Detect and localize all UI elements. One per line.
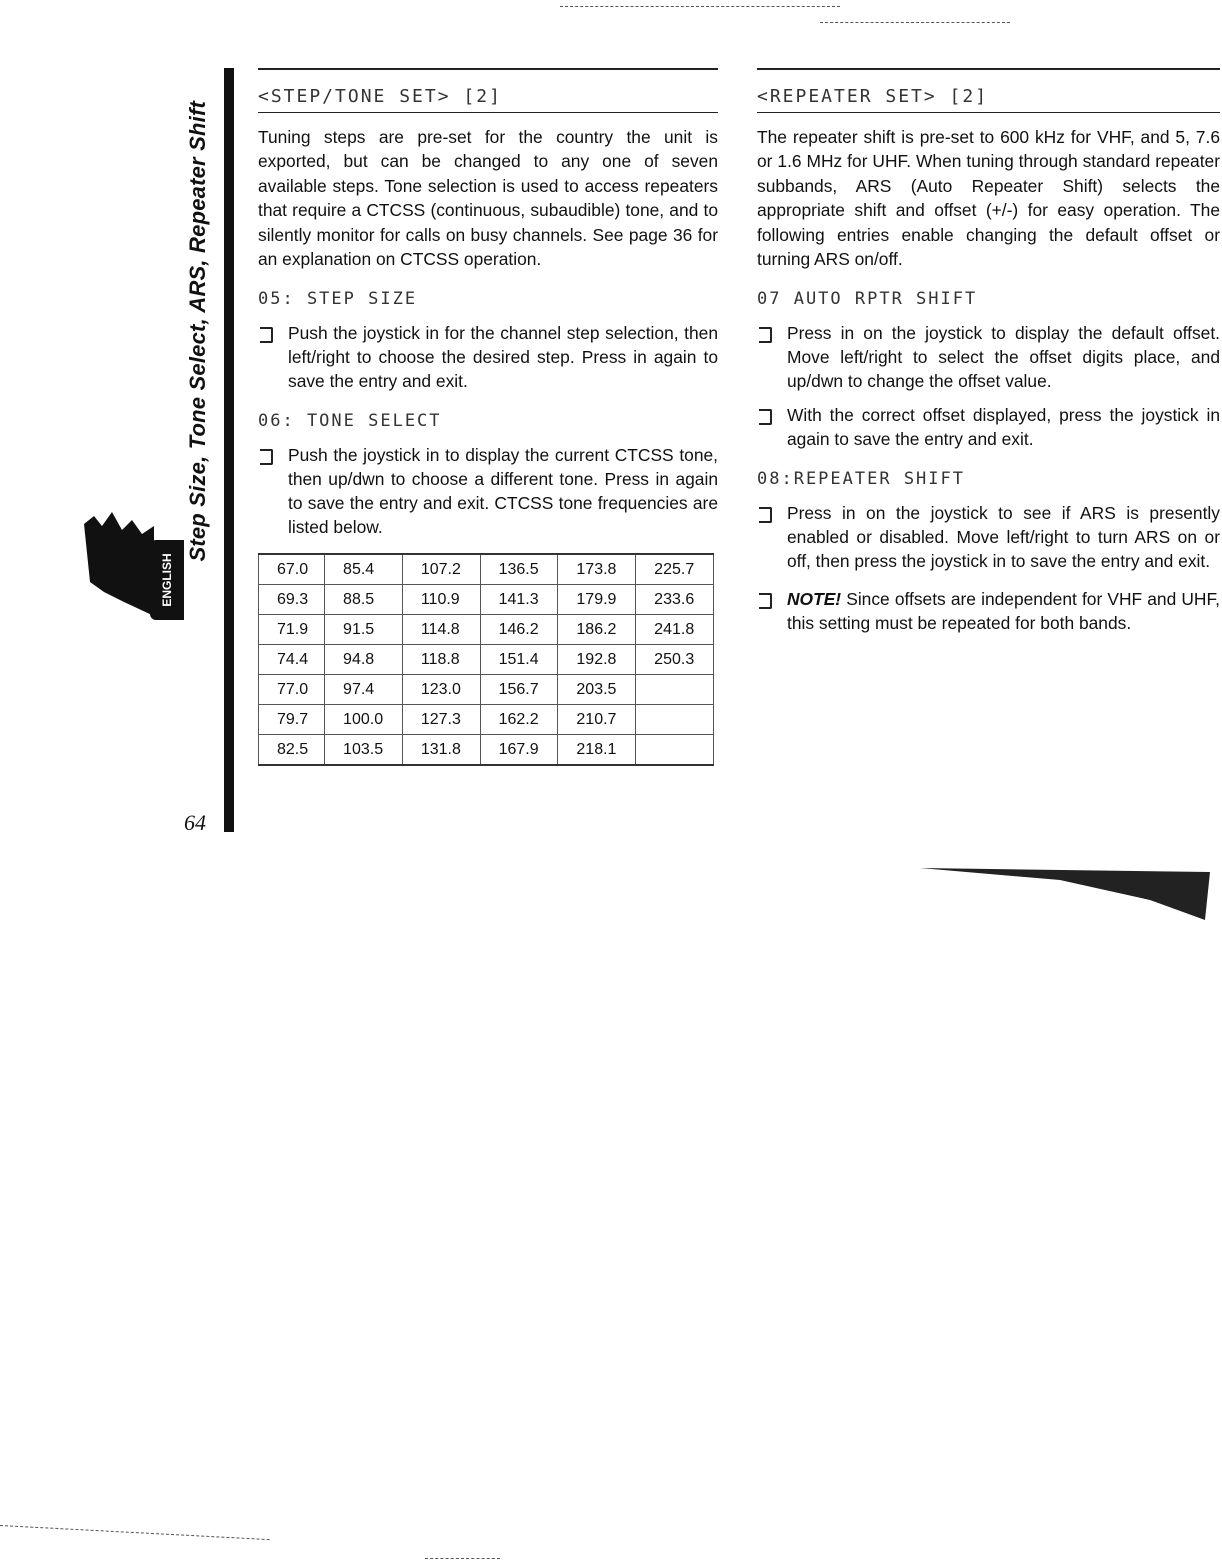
table-cell: 88.5 [325, 585, 403, 615]
note-label: NOTE! [787, 589, 842, 610]
table-cell: 167.9 [480, 735, 558, 766]
auto-rptr-item-2 [757, 403, 1220, 451]
table-cell: 146.2 [480, 615, 558, 645]
tone-select-heading: 06: TONE SELECT [258, 411, 442, 432]
note-text: Since offsets are independent for VHF and UHF, this setting must be repeated for both bands. [787, 589, 1220, 634]
side-bar [224, 68, 234, 832]
table-cell: 94.8 [325, 645, 403, 675]
table-row [259, 675, 714, 705]
table-cell: 123.0 [402, 675, 480, 705]
table-cell: 77.0 [259, 675, 325, 705]
right-column [757, 68, 1220, 645]
repeater-shift-heading: 08:REPEATER SHIFT [757, 469, 965, 490]
table-cell: 114.8 [402, 615, 480, 645]
repeater-shift-text: Press in on the joystick to see if ARS is presently enabled or disabled. Move left/right to turn ARS on or off, then press the joystick in to save the entry and exit. [787, 503, 1220, 572]
note-item [757, 587, 1220, 635]
table-cell: 131.8 [402, 735, 480, 766]
scan-artifact-top-2 [820, 22, 1010, 23]
table-cell: 218.1 [558, 735, 636, 766]
language-tab-decoration [84, 512, 154, 616]
step-tone-set-heading: <STEP/TONE SET> [2] [258, 68, 718, 113]
checkbox-icon [759, 593, 772, 609]
left-column [258, 68, 718, 766]
table-cell: 162.2 [480, 705, 558, 735]
table-cell: 127.3 [402, 705, 480, 735]
table-cell [636, 705, 714, 735]
checkbox-icon [759, 507, 772, 523]
side-title: Step Size, Tone Select, ARS, Repeater Shift [185, 101, 210, 562]
scan-artifact-bottom [0, 1525, 270, 1540]
table-cell: 186.2 [558, 615, 636, 645]
tone-select-item [258, 443, 718, 539]
step-size-text: Push the joystick in for the channel step selection, then left/right to choose the desired step. Press in again to save the entry and exit. [288, 323, 718, 392]
page-number: 64 [184, 810, 206, 835]
repeater-set-heading: <REPEATER SET> [2] [757, 68, 1220, 113]
table-cell: 233.6 [636, 585, 714, 615]
step-size-heading: 05: STEP SIZE [258, 289, 418, 310]
auto-rptr-text-2: With the correct offset displayed, press the joystick in again to save the entry and exit. [787, 405, 1220, 450]
table-cell: 156.7 [480, 675, 558, 705]
step-size-item [258, 321, 718, 393]
table-cell: 210.7 [558, 705, 636, 735]
table-cell: 136.5 [480, 554, 558, 585]
table-cell [636, 735, 714, 766]
table-row [259, 735, 714, 766]
repeater-shift-item [757, 501, 1220, 573]
checkbox-icon [260, 327, 273, 343]
checkbox-icon [759, 409, 772, 425]
table-row [259, 554, 714, 585]
tone-select-text: Push the joystick in to display the current CTCSS tone, then up/dwn to choose a different tone. Press in again to save the entry and exit. CTCSS tone frequencies are listed below. [288, 445, 718, 538]
table-cell: 71.9 [259, 615, 325, 645]
table-row [259, 645, 714, 675]
scan-smudge-right [920, 860, 1210, 930]
table-cell: 91.5 [325, 615, 403, 645]
repeater-intro: The repeater shift is pre-set to 600 kHz for VHF, and 5, 7.6 or 1.6 MHz for UHF. When tuning through standard repeater subbands, ARS (Auto Repeater Shift) selects the appropriate shift and offset (+/-) for easy operation. The following entries enable changing the default offset or turning ARS on/off. [757, 127, 1220, 270]
language-tab: ENGLISH [150, 540, 184, 620]
table-cell: 203.5 [558, 675, 636, 705]
table-cell: 118.8 [402, 645, 480, 675]
table-cell: 151.4 [480, 645, 558, 675]
table-cell: 141.3 [480, 585, 558, 615]
table-cell: 250.3 [636, 645, 714, 675]
table-row [259, 615, 714, 645]
auto-rptr-shift-heading: 07 AUTO RPTR SHIFT [757, 289, 978, 310]
table-cell: 192.8 [558, 645, 636, 675]
ctcss-tone-table [258, 553, 714, 766]
table-cell: 85.4 [325, 554, 403, 585]
table-cell: 69.3 [259, 585, 325, 615]
table-cell: 103.5 [325, 735, 403, 766]
checkbox-icon [759, 327, 772, 343]
note-text-block [787, 587, 1220, 635]
scan-artifact-top [560, 6, 840, 7]
table-cell: 110.9 [402, 585, 480, 615]
table-cell [636, 675, 714, 705]
auto-rptr-text-1: Press in on the joystick to display the default offset. Move left/right to select the offset digits place, and up/dwn to change the offset value. [787, 323, 1220, 392]
scan-artifact-bottom-2 [425, 1558, 500, 1559]
table-row [259, 585, 714, 615]
table-cell: 241.8 [636, 615, 714, 645]
table-cell: 100.0 [325, 705, 403, 735]
table-cell: 179.9 [558, 585, 636, 615]
checkbox-icon [260, 449, 273, 465]
table-cell: 79.7 [259, 705, 325, 735]
table-cell: 225.7 [636, 554, 714, 585]
auto-rptr-item-1 [757, 321, 1220, 393]
table-cell: 82.5 [259, 735, 325, 766]
table-cell: 107.2 [402, 554, 480, 585]
step-tone-intro: Tuning steps are pre-set for the country the unit is exported, but can be changed to any one of seven available steps. Tone selection is used to access repeaters that require a CTCSS (continuous, subaudible) tone, and to silently monitor for calls on busy channels. See page 36 for an explanation on CTCSS operation. [258, 127, 718, 270]
table-row [259, 705, 714, 735]
table-cell: 173.8 [558, 554, 636, 585]
table-cell: 67.0 [259, 554, 325, 585]
table-cell: 74.4 [259, 645, 325, 675]
table-cell: 97.4 [325, 675, 403, 705]
